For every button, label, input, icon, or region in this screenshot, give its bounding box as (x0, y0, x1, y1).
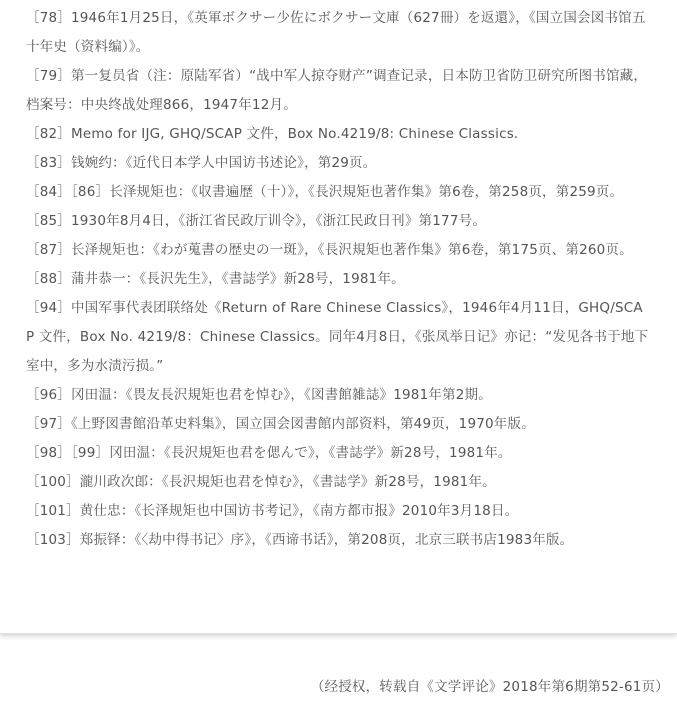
footnote: ［100］瀧川政次郎：《長沢規矩也君を悼む》，《書誌学》新28号，1981年。 (26, 474, 496, 490)
footnote: ［82］Memo for IJG, GHQ/SCAP 文件，Box No.4219/8: Chinese Classics. (26, 126, 519, 142)
footnote: ［79］第一复员省（注：原陆军省）“战中军人掠夺财产”调查记录，日本防卫省防卫研究所图书馆藏，档案号：中央终战处理866，1947年12月。 (26, 68, 648, 113)
footnote: ［87］长泽规矩也：《わが蒐書の歴史の一斑》，《長沢規矩也著作集》第6卷，第175页、第260页。 (26, 242, 633, 258)
source-attribution: （经授权，转载自《文学评论》2018年第6期第52-61页） (310, 679, 669, 695)
footnote: ［78］1946年1月25日，《英軍ボクサー少佐にボクサー文庫（627冊）を返還》，《国立国会図书馆五十年史（资料编）》。 (26, 10, 646, 55)
footnote: ［96］冈田温：《畏友長沢規矩也君を悼む》，《図書館雑誌》1981年第2期。 (26, 387, 492, 403)
footnote: ［98］［99］冈田温：《長沢規矩也君を偲んで》，《書誌学》新28号，1981年。 (26, 445, 512, 461)
footnote: ［101］黄仕忠：《长泽规矩也中国访书考记》，《南方都市报》2010年3月18日。 (26, 503, 519, 519)
footnote: ［85］1930年8月4日，《浙江省民政厅训令》，《浙江民政日刊》第177号。 (26, 213, 487, 229)
footnote: ［103］郑振铎：《〈劫中得书记〉序》，《西谛书话》，第208页，北京三联书店1983年版。 (26, 532, 574, 548)
footnote: ［84］［86］长泽规矩也：《収書遍歴（十）》，《長沢規矩也著作集》第6卷，第258页，第259页。 (26, 184, 624, 200)
footnote: ［94］中国军事代表团联络处《Return of Rare Chinese Classics》，1946年4月11日，GHQ/SCAP 文件，Box No. 4219/8：Chinese Classics。同年4月8日，《张凤举日记》亦记：“发见各书于地下室中，多为水渍污损。” (26, 300, 649, 374)
footnote: ［88］蒲井恭一：《長沢先生》，《書誌学》新28号，1981年。 (26, 271, 405, 287)
footnote: ［97］《上野図書館沿革史料集》，国立国会図書館内部资料，第49页，1970年版。 (26, 416, 535, 432)
footnote: ［83］钱婉约：《近代日本学人中国访书述论》，第29页。 (26, 155, 377, 171)
